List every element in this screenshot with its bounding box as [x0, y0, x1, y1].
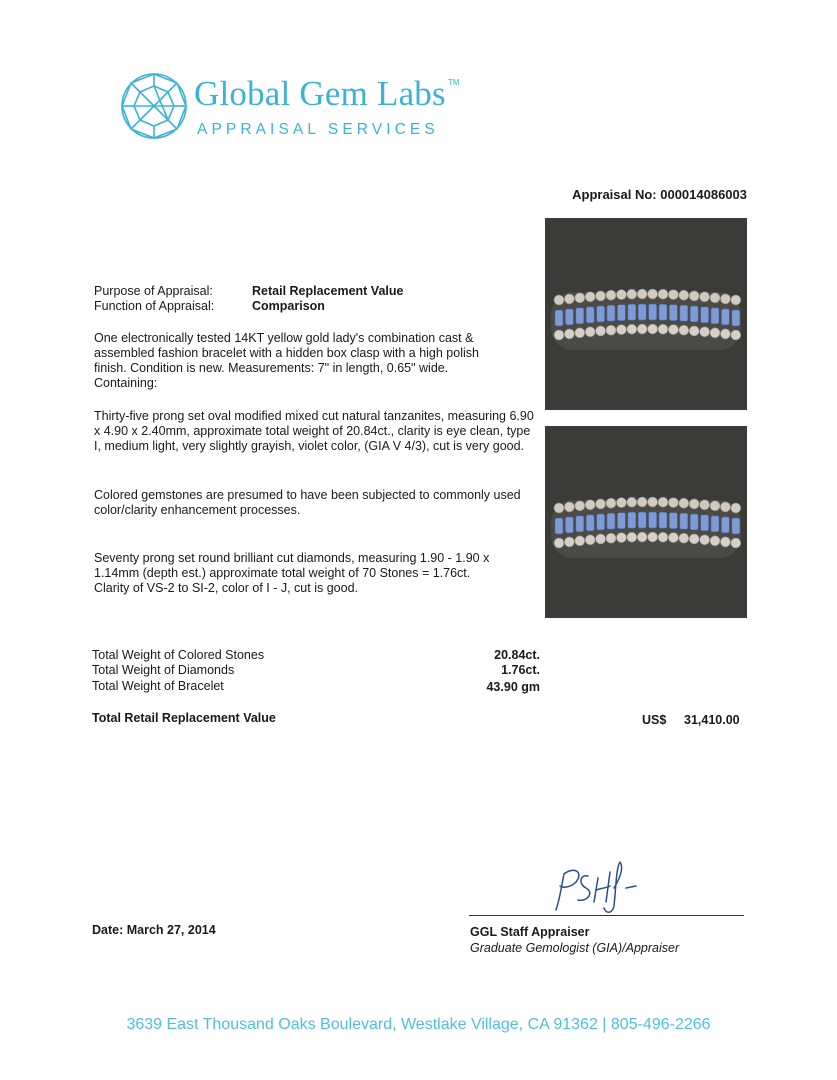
- total-bracelet-value: 43.90 gm: [486, 680, 540, 694]
- treatment-note: Colored gemstones are presumed to have been subjected to commonly used color/clarity enhancement processes.: [94, 488, 521, 517]
- footer-address: 3639 East Thousand Oaks Boulevard, Westlake Village, CA 91362 | 805-496-2266: [126, 1016, 711, 1033]
- diamond-description: Seventy prong set round brilliant cut diamonds, measuring 1.90 - 1.90 x 1.14mm (depth est.) approximate total weight of 70 Stones = 1.76ct. Clarity of VS-2 to SI-2, color of I - J, cut is good.: [94, 551, 490, 595]
- bracelet-photo: [545, 218, 747, 410]
- appraisal-date: Date: March 27, 2014: [92, 923, 216, 937]
- total-diamonds-label: Total Weight of Diamonds: [92, 663, 235, 677]
- total-diamonds-value: 1.76ct.: [501, 663, 540, 677]
- retail-value-label: Total Retail Replacement Value: [92, 711, 276, 725]
- brand-name: Global Gem Labs ™: [194, 74, 460, 113]
- function-value: Comparison: [252, 299, 325, 313]
- purpose-value: Retail Replacement Value: [252, 284, 404, 298]
- item-description: One electronically tested 14KT yellow gold lady's combination cast & assembled fashion bracelet with a hidden box clasp with a high polish finish. Condition is new. Measurements: 7" in length, 0.65" wide. Containing:: [94, 331, 479, 390]
- retail-currency: US$: [642, 713, 667, 727]
- total-bracelet-label: Total Weight of Bracelet: [92, 679, 224, 693]
- gem-icon: [120, 72, 188, 140]
- signature-line: [469, 915, 744, 916]
- brand-subtitle: APPRAISAL SERVICES: [197, 121, 439, 138]
- bracelet-photo: [545, 426, 747, 618]
- appraiser-name: GGL Staff Appraiser: [470, 925, 590, 939]
- retail-amount: 31,410.00: [684, 713, 740, 727]
- function-label: Function of Appraisal:: [94, 299, 215, 313]
- appraiser-title: Graduate Gemologist (GIA)/Appraiser: [470, 941, 680, 955]
- appraisal-number: Appraisal No: 000014086003: [572, 187, 747, 202]
- total-colored-label: Total Weight of Colored Stones: [92, 648, 265, 662]
- purpose-label: Purpose of Appraisal:: [94, 284, 213, 298]
- total-colored-value: 20.84ct.: [494, 648, 540, 662]
- tanzanite-description: Thirty-five prong set oval modified mixed cut natural tanzanites, measuring 6.90 x 4.90 x 2.40mm, approximate total weight of 20.84ct., clarity is eye clean, type I, medium light, very slightly grayish, violet color, (GIA V 4/3), cut is very good.: [94, 409, 534, 453]
- appraiser-signature: [540, 858, 650, 916]
